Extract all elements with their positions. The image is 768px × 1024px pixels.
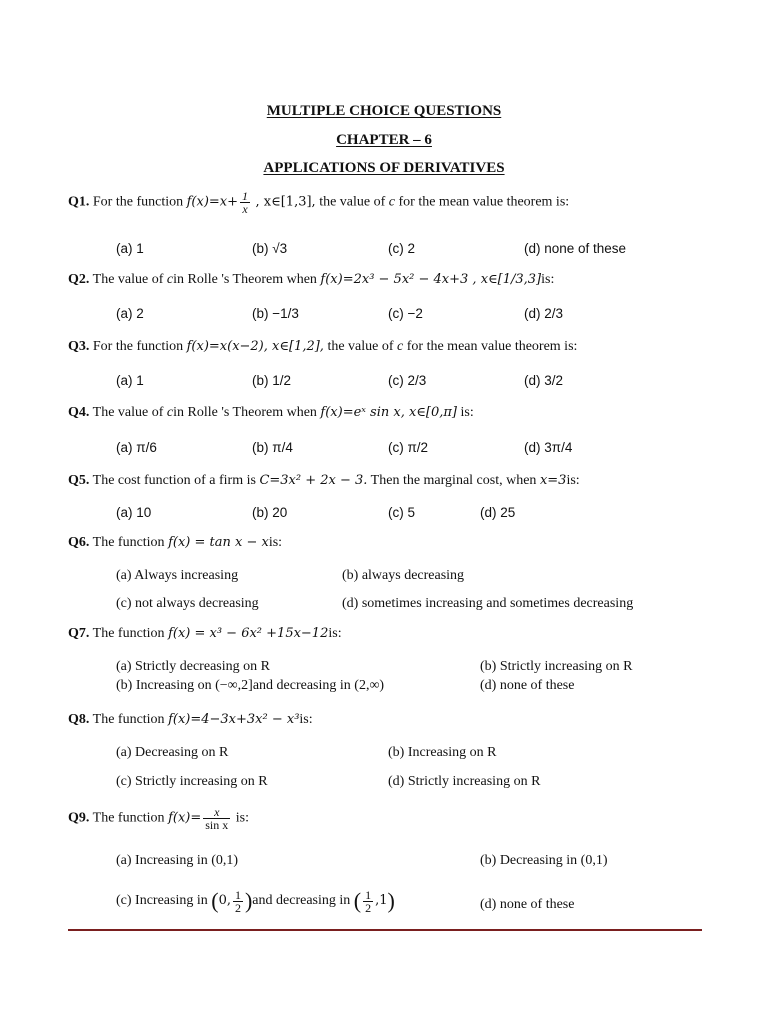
fraction — [233, 889, 243, 914]
question-text: The value of — [92, 272, 164, 287]
math-expression: f(x)=eˣ sin x, x∈[0,π] — [320, 405, 458, 420]
option-c: (c) 2/3 — [388, 373, 427, 388]
option-c: (c) π/2 — [388, 440, 429, 455]
question-7 — [68, 626, 342, 642]
fraction-denominator: 2 — [365, 900, 372, 915]
math-expression: f(x)=4−3x+3x² − x³ — [168, 712, 300, 727]
question-text: For the function — [92, 194, 184, 210]
math-expression: f(x)= — [168, 810, 202, 826]
math-domain: , x∈[1,3], — [255, 194, 316, 210]
option-text: (c) Increasing in — [116, 893, 208, 909]
option-b: (b) 1/2 — [252, 373, 292, 388]
option-d: (d) none of these — [480, 678, 575, 693]
option-d: (d) sometimes increasing and sometimes decreasing — [342, 596, 634, 611]
fraction-numerator: 1 — [234, 887, 241, 902]
option-c: (c) Strictly increasing on R — [116, 774, 268, 789]
interval-start: 0, — [218, 893, 231, 909]
fraction — [363, 889, 373, 914]
option-a: (a) Strictly decreasing on R — [116, 659, 270, 674]
option-b: (b) 20 — [252, 505, 288, 520]
option-b: (b) √3 — [252, 241, 288, 256]
question-text: is: — [541, 272, 555, 287]
option-a: (a) 1 — [116, 373, 144, 388]
option-a: (a) Decreasing on R — [116, 745, 229, 760]
paren: ( — [353, 888, 362, 913]
option-d: (d) none of these — [524, 241, 627, 256]
math-expression: C=3x² + 2x − 3. — [259, 473, 368, 488]
fraction-denominator: sin x — [205, 818, 229, 832]
math-expression: f(x)=x(x−2), x∈[1,2], — [186, 339, 324, 354]
option-d: (d) 3/2 — [524, 373, 564, 388]
question-text: The function — [92, 712, 165, 727]
fraction-numerator: 1 — [365, 887, 372, 902]
option-c: (b) Increasing on (−∞,2]and decreasing in (2,∞) — [116, 678, 385, 693]
math-expression: f(x) = tan x − x — [168, 535, 269, 550]
question-6 — [68, 535, 282, 551]
question-3 — [68, 339, 577, 355]
question-text: is: — [328, 626, 342, 641]
option-c: (c) 5 — [388, 505, 415, 520]
question-text: For the function — [92, 339, 184, 354]
question-1 — [68, 190, 569, 215]
option-a: (a) 1 — [116, 241, 144, 256]
subject-heading: APPLICATIONS OF DERIVATIVES — [263, 160, 505, 176]
math-expression: f(x)=x+ — [186, 194, 239, 210]
page-title: MULTIPLE CHOICE QUESTIONS — [266, 103, 502, 119]
question-text: is: — [566, 473, 580, 488]
question-2 — [68, 272, 554, 288]
option-d: (d) 2/3 — [524, 306, 564, 321]
fraction-denominator: x — [242, 202, 248, 216]
option-c: (c) −2 — [388, 306, 423, 321]
question-number: Q9. — [68, 810, 90, 826]
question-text: The value of — [92, 405, 164, 420]
question-text: The function — [92, 626, 165, 641]
fraction-denominator: 2 — [234, 900, 241, 915]
option-d: (d) 25 — [480, 505, 516, 520]
question-number: Q7. — [68, 626, 90, 641]
math-expression: f(x)=2x³ − 5x² − 4x+3 , x∈[1/3,3] — [320, 272, 542, 287]
paren: ) — [387, 888, 395, 913]
option-b: (b) always decreasing — [342, 568, 465, 583]
option-b: (b) Decreasing in (0,1) — [480, 853, 608, 868]
option-a: (a) Always increasing — [116, 568, 239, 583]
option-b: (b) −1/3 — [252, 306, 299, 321]
question-number: Q4. — [68, 405, 90, 420]
question-text: is: — [460, 405, 474, 420]
math-variable: c — [166, 272, 174, 287]
question-text: in Rolle 's Theorem when — [173, 405, 317, 420]
question-text: is: — [299, 712, 313, 727]
question-text: is: — [235, 810, 249, 826]
option-a: (a) 2 — [116, 306, 144, 321]
option-d: (d) 3π/4 — [524, 440, 573, 455]
option-b: (b) π/4 — [252, 440, 293, 455]
question-text: Then the marginal cost, when — [370, 473, 537, 488]
question-text: The function — [92, 535, 165, 550]
question-text: for the mean value theorem is: — [406, 339, 578, 354]
chapter-heading: CHAPTER – 6 — [336, 132, 432, 148]
fraction — [240, 190, 250, 215]
option-a: (a) Increasing in (0,1) — [116, 853, 239, 868]
question-number: Q8. — [68, 712, 90, 727]
option-d: (d) Strictly increasing on R — [388, 774, 541, 789]
interval-end: ,1 — [375, 893, 388, 909]
option-a: (a) π/6 — [116, 440, 157, 455]
question-number: Q2. — [68, 272, 90, 287]
paren: ) — [244, 888, 253, 913]
math-expression: x=3 — [539, 473, 567, 488]
option-text: and decreasing in — [252, 893, 351, 909]
option-d: (d) none of these — [480, 897, 575, 912]
question-text: is: — [268, 535, 283, 550]
footer-divider — [68, 929, 702, 931]
question-number: Q3. — [68, 339, 90, 354]
question-text: for the mean value theorem is: — [398, 194, 570, 210]
question-number: Q1. — [68, 194, 90, 210]
question-text: The function — [92, 810, 165, 826]
fraction-numerator: 1 — [242, 189, 249, 203]
question-number: Q5. — [68, 473, 90, 488]
math-variable: c — [166, 405, 174, 420]
option-c: (c) 2 — [388, 241, 415, 256]
paren: ( — [211, 888, 219, 913]
question-text: The cost function of a firm is — [92, 473, 256, 488]
question-text: the value of — [319, 194, 386, 210]
question-8 — [68, 712, 313, 728]
math-variable: c — [397, 339, 404, 354]
option-c: (c) not always decreasing — [116, 596, 259, 611]
question-9 — [68, 806, 249, 831]
fraction — [203, 806, 230, 831]
option-b: (b) Increasing on R — [388, 745, 497, 760]
question-text: the value of — [327, 339, 394, 354]
option-b: (b) Strictly increasing on R — [480, 659, 633, 674]
question-4 — [68, 405, 474, 421]
fraction-numerator: x — [203, 806, 230, 819]
math-expression: f(x) = x³ − 6x² +15x−12 — [168, 626, 329, 641]
question-text: in Rolle 's Theorem when — [173, 272, 317, 287]
option-c — [116, 888, 395, 914]
question-number: Q6. — [68, 535, 90, 550]
math-variable: c — [388, 194, 395, 210]
option-a: (a) 10 — [116, 505, 152, 520]
question-5 — [68, 473, 580, 489]
